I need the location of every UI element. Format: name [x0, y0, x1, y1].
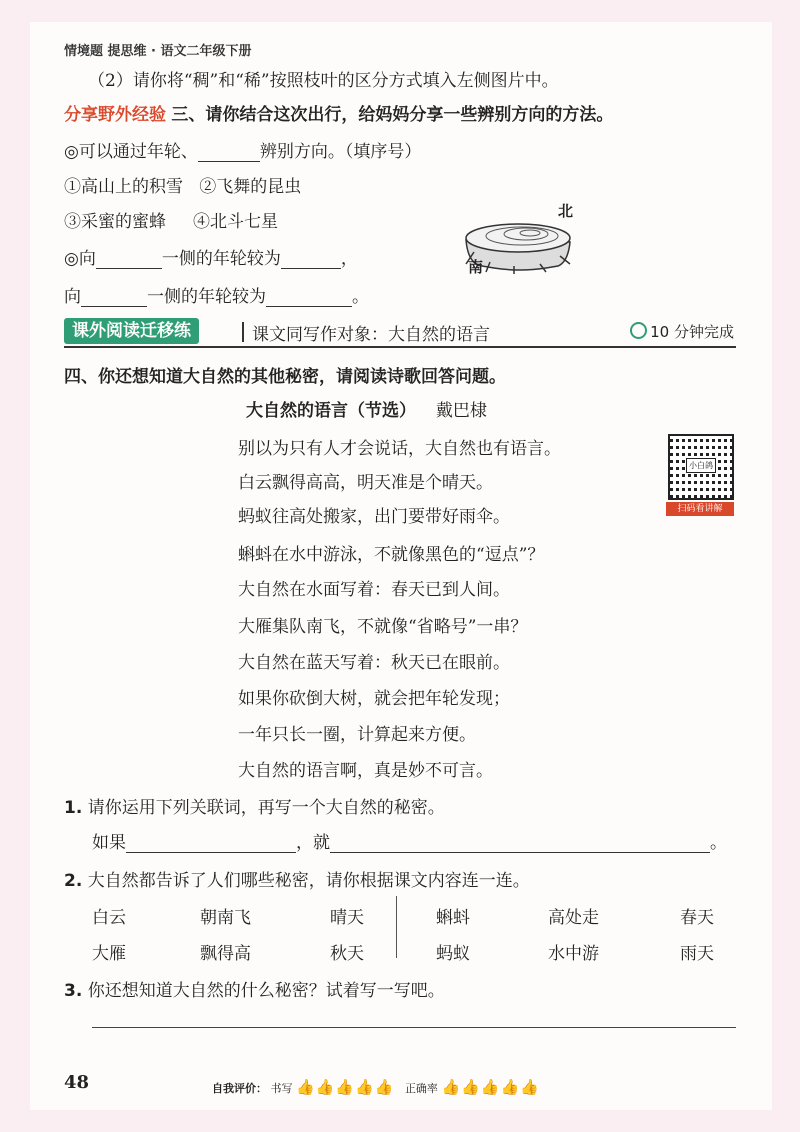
line1-text-b: 辨别方向。（填序号） [259, 142, 422, 162]
q1-fill-b: ，就 [296, 833, 330, 853]
thumbs-up-icon[interactable]: 👍 [335, 1078, 355, 1096]
q1-fill-a: 如果 [92, 833, 126, 853]
q2-number: 2. [64, 871, 83, 891]
section4-title: 四、你还想知道大自然的其他秘密，请阅读诗歌回答问题。 [64, 367, 506, 387]
answer-blank[interactable] [198, 143, 260, 162]
match-item[interactable]: 水中游 [548, 944, 599, 964]
dir2-text-c: 。 [352, 287, 369, 307]
qr-caption: 扫码看讲解 [666, 502, 734, 516]
match-item[interactable]: 大雁 [92, 944, 126, 964]
writing-label: 书写 [270, 1082, 293, 1095]
q1-fill-c: 。 [710, 833, 727, 853]
qr-code[interactable] [666, 434, 734, 514]
poem-line: 大自然在水面写着：春天已到人间。 [238, 580, 510, 600]
option-2: ②飞舞的昆虫 [199, 177, 302, 197]
clock-icon [630, 322, 647, 339]
poem-line: 大雁集队南飞，不就像“省略号”一串？ [238, 617, 528, 637]
q1-fill-line [92, 828, 727, 853]
section3-heading [64, 100, 613, 125]
answer-blank[interactable] [266, 288, 352, 307]
answer-blank[interactable] [96, 250, 162, 269]
answer-blank[interactable] [281, 250, 341, 269]
band-divider [242, 322, 244, 342]
match-item[interactable]: 飘得高 [200, 944, 251, 964]
poem-line: 蝌蚪在水中游泳，不就像黑色的“逗点”？ [238, 545, 545, 565]
q2-instruction: （2）请你将“稠”和“稀”按照枝叶的区分方式填入左侧图片中。 [88, 71, 559, 91]
dir2-text-b: 一侧的年轮较为 [147, 287, 266, 307]
dir1-text-c: ， [340, 249, 358, 269]
line1-text-a: ◎可以通过年轮、 [64, 142, 198, 162]
match-item[interactable]: 朝南飞 [200, 908, 251, 928]
poem-line: 白云飘得高高，明天准是个晴天。 [238, 473, 493, 493]
match-item[interactable]: 白云 [92, 908, 126, 928]
direction-line-2 [64, 282, 369, 307]
thumbs-up-icon[interactable]: 👍 [296, 1078, 315, 1096]
thumbs-up-icon[interactable]: 👍 [441, 1078, 461, 1096]
poem-heading [246, 396, 487, 421]
option-3: ③采蜜的蜜蜂 [64, 212, 166, 232]
match-item[interactable]: 雨天 [680, 944, 714, 964]
thumbs-up-icon[interactable]: 👍 [461, 1078, 480, 1096]
question-2 [64, 866, 530, 891]
question-3 [64, 976, 445, 1001]
qr-label: 小白鸽 [686, 458, 716, 473]
match-item[interactable]: 春天 [680, 908, 714, 928]
option-1: ①高山上的积雪 [64, 177, 183, 197]
thumbs-up-icon[interactable]: 👍 [500, 1078, 520, 1096]
poem-line: 大自然的语言啊，真是妙不可言。 [238, 761, 493, 781]
stump-north-label: 北 [558, 202, 574, 220]
poem-line: 大自然在蓝天写着：秋天已在眼前。 [238, 653, 510, 673]
match-divider [396, 896, 397, 958]
self-eval-label: 自我评价： [212, 1082, 267, 1095]
tree-stump-illustration [460, 202, 580, 280]
self-evaluation [212, 1078, 540, 1096]
dir1-text-a: ◎向 [64, 249, 96, 269]
poem-line: 别以为只有人才会说话，大自然也有语言。 [238, 439, 561, 459]
poem-line: 如果你砍倒大树，就会把年轮发现； [238, 689, 510, 709]
match-item[interactable]: 高处走 [548, 908, 599, 928]
answer-blank[interactable] [81, 288, 147, 307]
q1-text: 请你运用下列关联词，再写一个大自然的秘密。 [87, 798, 445, 818]
page-header: 情境题 提思维 · 语文二年级下册 [64, 44, 252, 59]
band-subtitle: 课文同写作对象：大自然的语言 [252, 325, 490, 345]
thumbs-up-icon[interactable]: 👍 [480, 1078, 500, 1096]
poem-author: 戴巴棣 [435, 401, 487, 421]
thumbs-up-icon[interactable]: 👍 [355, 1078, 374, 1096]
reading-practice-band [64, 318, 736, 348]
time-indicator [630, 321, 734, 342]
accuracy-label: 正确率 [404, 1082, 438, 1095]
option-4: ④北斗七星 [193, 212, 279, 232]
answer-blank[interactable] [126, 834, 296, 853]
direction-line-1 [64, 244, 358, 269]
thumbs-up-icon[interactable]: 👍 [374, 1078, 394, 1096]
match-item[interactable]: 蚂蚁 [436, 944, 470, 964]
poem-line: 一年只长一圈，计算起来方便。 [238, 725, 476, 745]
qr-code-icon [668, 434, 734, 500]
dir1-text-b: 一侧的年轮较为 [161, 249, 281, 269]
q2-text: 大自然都告诉了人们哪些秘密，请你根据课文内容连一连。 [87, 871, 530, 891]
poem-line: 蚂蚁往高处搬家，出门要带好雨伞。 [238, 507, 510, 527]
dir2-text-a: 向 [64, 287, 81, 307]
thumbs-up-icon[interactable]: 👍 [520, 1078, 539, 1096]
band-badge: 课外阅读迁移练 [64, 318, 199, 344]
option-row-2 [64, 207, 278, 232]
thumbs-up-icon[interactable]: 👍 [315, 1078, 335, 1096]
match-item[interactable]: 晴天 [330, 908, 364, 928]
section3-line1 [64, 137, 421, 162]
q3-answer-line[interactable] [92, 1027, 736, 1028]
page-number: 48 [64, 1072, 90, 1093]
match-item[interactable]: 蝌蚪 [436, 908, 470, 928]
time-text: 10 分钟完成 [650, 323, 734, 341]
q1-number: 1. [64, 798, 83, 818]
q3-number: 3. [64, 981, 83, 1001]
poem-title: 大自然的语言（节选） [246, 401, 416, 421]
stump-south-label: 南 [468, 258, 484, 276]
section3-tag: 分享野外经验 [64, 105, 166, 125]
option-row-1 [64, 172, 301, 197]
page-footer [64, 1072, 736, 1102]
answer-blank[interactable] [330, 834, 710, 853]
section3-title: 三、请你结合这次出行，给妈妈分享一些辨别方向的方法。 [171, 105, 614, 125]
question-1 [64, 793, 445, 818]
match-item[interactable]: 秋天 [330, 944, 364, 964]
q3-text: 你还想知道大自然的什么秘密？试着写一写吧。 [87, 981, 445, 1001]
